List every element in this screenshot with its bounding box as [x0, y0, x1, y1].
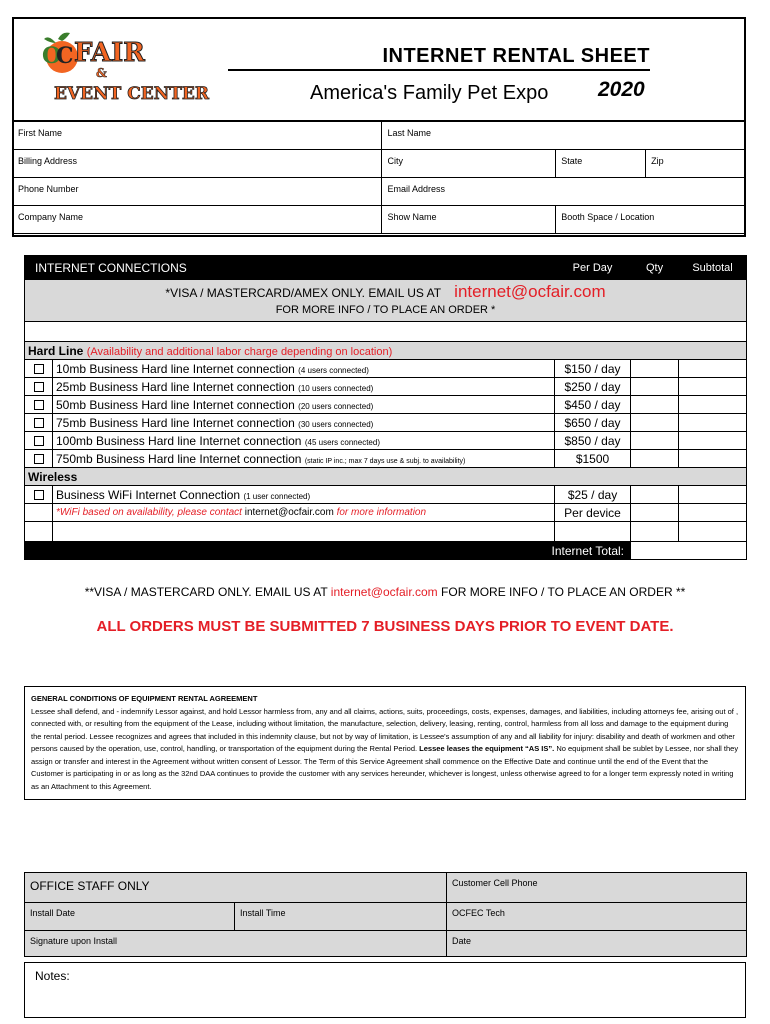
office-staff-table [24, 872, 747, 957]
item-price: $150 / day [555, 360, 631, 378]
svg-text:C: C [56, 43, 74, 69]
item-price: $1500 [555, 450, 631, 468]
hardline-checkbox-750mb[interactable] [34, 454, 44, 464]
qty-input[interactable] [631, 432, 679, 450]
item-price: $250 / day [555, 378, 631, 396]
ocfec-tech-field[interactable]: OCFEC Tech [447, 903, 747, 931]
order-banner [25, 280, 747, 322]
subtotal-cell [679, 378, 747, 396]
hardline-row [25, 378, 747, 396]
first-name-field[interactable]: First Name [13, 121, 382, 149]
terms-heading: GENERAL CONDITIONS OF EQUIPMENT RENTAL AGREEMENT [31, 694, 258, 703]
hardline-checkbox-50mb[interactable] [34, 400, 44, 410]
item-price: $450 / day [555, 396, 631, 414]
notice-email-link[interactable]: internet@ocfair.com [330, 585, 438, 599]
col-qty: Qty [631, 256, 679, 280]
item-name: 750mb Business Hard line Internet connection [56, 451, 302, 466]
svg-text:FAIR: FAIR [74, 38, 145, 68]
qty-input[interactable] [631, 450, 679, 468]
wifi-email-link[interactable]: internet@ocfair.com [244, 507, 334, 518]
item-price: $850 / day [555, 432, 631, 450]
wifi-row [25, 486, 747, 504]
page-title: INTERNET RENTAL SHEET [382, 45, 650, 67]
notes-field[interactable] [24, 962, 746, 1018]
banner-text-2: FOR MORE INFO / TO PLACE AN ORDER * [275, 303, 496, 316]
connections-heading: INTERNET CONNECTIONS [25, 256, 555, 280]
notice-text: **VISA / MASTERCARD ONLY. EMAIL US AT [84, 585, 328, 599]
booth-space-field[interactable]: Booth Space / Location [556, 205, 746, 233]
item-name: 75mb Business Hard line Internet connection [56, 415, 295, 430]
subtotal-cell [679, 450, 747, 468]
billing-address-field[interactable]: Billing Address [13, 149, 382, 177]
date-field[interactable]: Date [447, 931, 747, 957]
subtotal-cell [679, 432, 747, 450]
city-field[interactable]: City [382, 149, 556, 177]
hardline-row [25, 450, 747, 468]
qty-input[interactable] [631, 378, 679, 396]
wifi-checkbox[interactable] [34, 490, 44, 500]
rental-agreement-terms [24, 686, 746, 800]
internet-connections-table [24, 255, 747, 560]
qty-input[interactable] [631, 396, 679, 414]
item-detail: (10 users connected) [298, 383, 374, 393]
wifi-price: $25 / day [555, 486, 631, 504]
item-detail: (30 users connected) [298, 419, 374, 429]
show-name-field[interactable]: Show Name [382, 205, 556, 233]
wifi-note-row [25, 504, 747, 522]
hardline-checkbox-25mb[interactable] [34, 382, 44, 392]
hardline-row [25, 360, 747, 378]
internet-total-value[interactable] [631, 542, 747, 560]
email-address-field[interactable]: Email Address [382, 177, 746, 205]
oc-fair-logo [40, 27, 209, 107]
item-name: 100mb Business Hard line Internet connection [56, 433, 302, 448]
hardline-row [25, 414, 747, 432]
hardline-title: Hard Line [28, 343, 84, 358]
deadline-warning: ALL ORDERS MUST BE SUBMITTED 7 BUSINESS DAYS PRIOR TO EVENT DATE. [96, 618, 674, 635]
staff-title: OFFICE STAFF ONLY [25, 873, 447, 903]
subtotal-cell [679, 396, 747, 414]
notice-text-2: FOR MORE INFO / TO PLACE AN ORDER ** [441, 585, 686, 599]
signature-field[interactable]: Signature upon Install [25, 931, 447, 957]
item-detail: (static IP inc.; max 7 days use & subj. to availability) [304, 457, 466, 465]
svg-text:&: & [96, 66, 107, 80]
item-name: 10mb Business Hard line Internet connection [56, 361, 295, 376]
qty-input[interactable] [631, 486, 679, 504]
zip-field[interactable]: Zip [646, 149, 746, 177]
banner-text: *VISA / MASTERCARD/AMEX ONLY. EMAIL US AT [165, 285, 441, 300]
svg-text:EVENT CENTER: EVENT CENTER [54, 84, 209, 104]
item-name: 50mb Business Hard line Internet connection [56, 397, 295, 412]
item-name: 25mb Business Hard line Internet connection [56, 379, 295, 394]
install-date-field[interactable]: Install Date [25, 903, 235, 931]
terms-body: Lessee shall defend, and - indemnify Lessor against, and hold Lessor harmless from, any and all claims, actions, suits, proceedings, costs, expenses, damages, and liabilities, including attorneys fee, arising out of , connected with, or resulting from the equipment of the Lease, including without limitation, the manufacture, selection, delivery, leasing, renting, control, harmless from all loss and damage to the equipment during the rental period. Lessee recognizes and agrees that included in this indemnity clause, but not by way of limitation, is Lessee's assumption of any and all liability for injury: disability and death of workmen and other persons caused by the operation, use, control, handling, or transportation of the equipment during the Rental Period. [31, 706, 739, 753]
hardline-note: (Availability and additional labor charge depending on location) [86, 345, 393, 358]
hardline-checkbox-10mb[interactable] [34, 364, 44, 374]
banner-email-link[interactable]: internet@ocfair.com [454, 281, 606, 301]
item-price: $650 / day [555, 414, 631, 432]
hardline-row [25, 432, 747, 450]
item-detail: (20 users connected) [298, 401, 374, 411]
payment-notice [0, 585, 770, 599]
subtotal-cell [679, 360, 747, 378]
qty-input[interactable] [631, 360, 679, 378]
state-field[interactable]: State [556, 149, 646, 177]
hardline-checkbox-75mb[interactable] [34, 418, 44, 428]
wifi-note-2: for more information [336, 507, 427, 518]
terms-body-2: No equipment shall be sublet by Lessee, nor shall they assign or transfer and interest in the Agreement without written consent of Lessor. The Term of this Service Agreement shall commence on the Effective Date and continue until the end of the Event that the Customer is participating in or as long as the 32nd DAA continues to provide the customer with any services hereunder, whichever is longest, unless otherwise agreed to for a longer term expressly noted in writing as an Attachment to this Agreement. [31, 744, 739, 791]
wifi-name: Business WiFi Internet Connection [56, 487, 241, 502]
wifi-note: *WiFi based on availability, please contact [56, 507, 242, 518]
subtotal-cell [679, 486, 747, 504]
item-detail: (4 users connected) [298, 365, 369, 375]
hardline-section-header [25, 342, 747, 360]
customer-info-form [12, 120, 746, 234]
hardline-row [25, 396, 747, 414]
subtotal-cell [679, 414, 747, 432]
event-year: 2020 [598, 78, 645, 101]
wifi-per-device: Per device [555, 504, 631, 522]
wireless-title: Wireless [28, 469, 78, 484]
qty-input[interactable] [631, 414, 679, 432]
customer-cell-field[interactable]: Customer Cell Phone [447, 873, 747, 903]
spacer-row [25, 322, 747, 342]
title-underline [228, 69, 650, 71]
last-name-field[interactable]: Last Name [382, 121, 746, 149]
wifi-detail: (1 user connected) [243, 491, 311, 501]
svg-text:O: O [42, 43, 62, 69]
item-detail: (45 users connected) [304, 437, 380, 447]
hardline-checkbox-100mb[interactable] [34, 436, 44, 446]
event-name: America's Family Pet Expo [310, 82, 549, 104]
terms-as-is: Lessee leases the equipment “AS IS”. [419, 744, 555, 753]
internet-total-label: Internet Total: [25, 542, 631, 560]
col-subtotal: Subtotal [679, 256, 747, 280]
install-time-field[interactable]: Install Time [235, 903, 447, 931]
col-per-day: Per Day [555, 256, 631, 280]
notes-label: Notes: [35, 969, 70, 983]
phone-number-field[interactable]: Phone Number [13, 177, 382, 205]
company-name-field[interactable]: Company Name [13, 205, 382, 233]
